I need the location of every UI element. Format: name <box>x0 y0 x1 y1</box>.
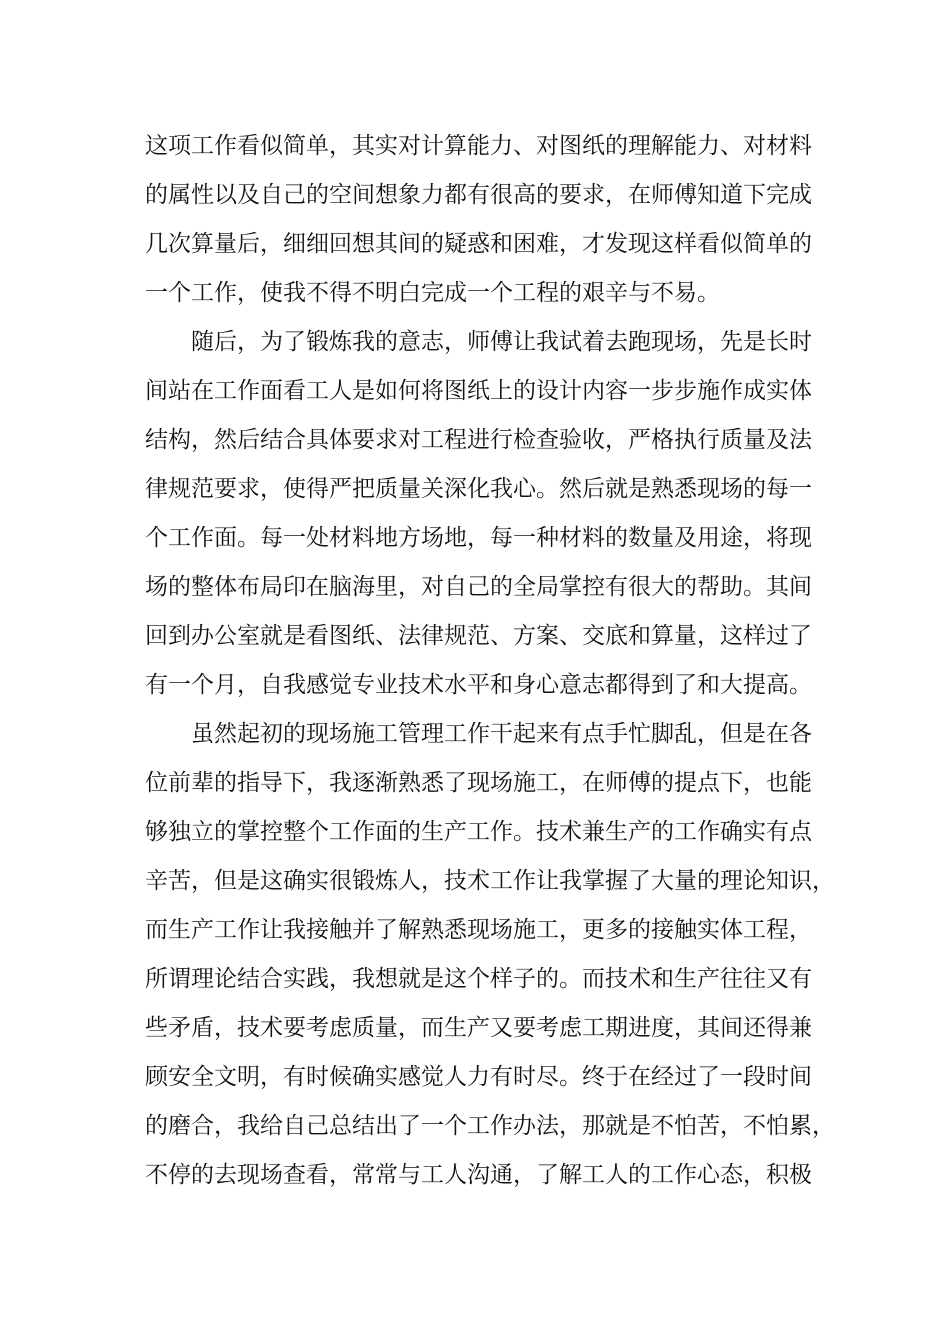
paragraph-first-line: 虽然起初的现场施工管理工作干起来有点手忙脚乱，但是在各 <box>191 721 812 747</box>
text-line: 所谓理论结合实践，我想就是这个样子的。而技术和生产往往又有 <box>145 966 812 992</box>
text-line: 有一个月，自我感觉专业技术水平和身心意志都得到了和大提高。 <box>145 672 812 698</box>
text-line: 结构，然后结合具体要求对工程进行检查验收，严格执行质量及法 <box>145 427 812 453</box>
text-line: 位前辈的指导下，我逐渐熟悉了现场施工，在师傅的提点下，也能 <box>145 770 812 796</box>
text-line: 这项工作看似简单，其实对计算能力、对图纸的理解能力、对材料 <box>145 133 812 159</box>
text-line: 场的整体布局印在脑海里，对自己的全局掌控有很大的帮助。其间 <box>145 574 812 600</box>
text-line: 一个工作，使我不得不明白完成一个工程的艰辛与不易。 <box>145 280 720 306</box>
text-line: 几次算量后，细细回想其间的疑惑和困难，才发现这样看似简单的 <box>145 231 812 257</box>
text-line: 间站在工作面看工人是如何将图纸上的设计内容一步步施作成实体 <box>145 378 812 404</box>
text-line: 而生产工作让我接触并了解熟悉现场施工，更多的接触实体工程， <box>145 917 812 943</box>
paragraph-first-line: 随后，为了锻炼我的意志，师傅让我试着去跑现场，先是长时 <box>191 329 812 355</box>
text-line: 辛苦，但是这确实很锻炼人，技术工作让我掌握了大量的理论知识， <box>145 868 835 894</box>
text-line: 律规范要求，使得严把质量关深化我心。然后就是熟悉现场的每一 <box>145 476 812 502</box>
text-line: 的磨合，我给自己总结出了一个工作办法，那就是不怕苦，不怕累， <box>145 1113 835 1139</box>
text-line: 够独立的掌控整个工作面的生产工作。技术兼生产的工作确实有点 <box>145 819 812 845</box>
text-line: 顾安全文明，有时候确实感觉人力有时尽。终于在经过了一段时间 <box>145 1064 812 1090</box>
text-line: 个工作面。每一处材料地方场地，每一种材料的数量及用途，将现 <box>145 525 812 551</box>
text-line: 回到办公室就是看图纸、法律规范、方案、交底和算量，这样过了 <box>145 623 812 649</box>
text-line: 些矛盾，技术要考虑质量，而生产又要考虑工期进度，其间还得兼 <box>145 1015 812 1041</box>
text-line: 的属性以及自己的空间想象力都有很高的要求，在师傅知道下完成 <box>145 182 812 208</box>
text-line: 不停的去现场查看，常常与工人沟通，了解工人的工作心态，积极 <box>145 1162 812 1188</box>
